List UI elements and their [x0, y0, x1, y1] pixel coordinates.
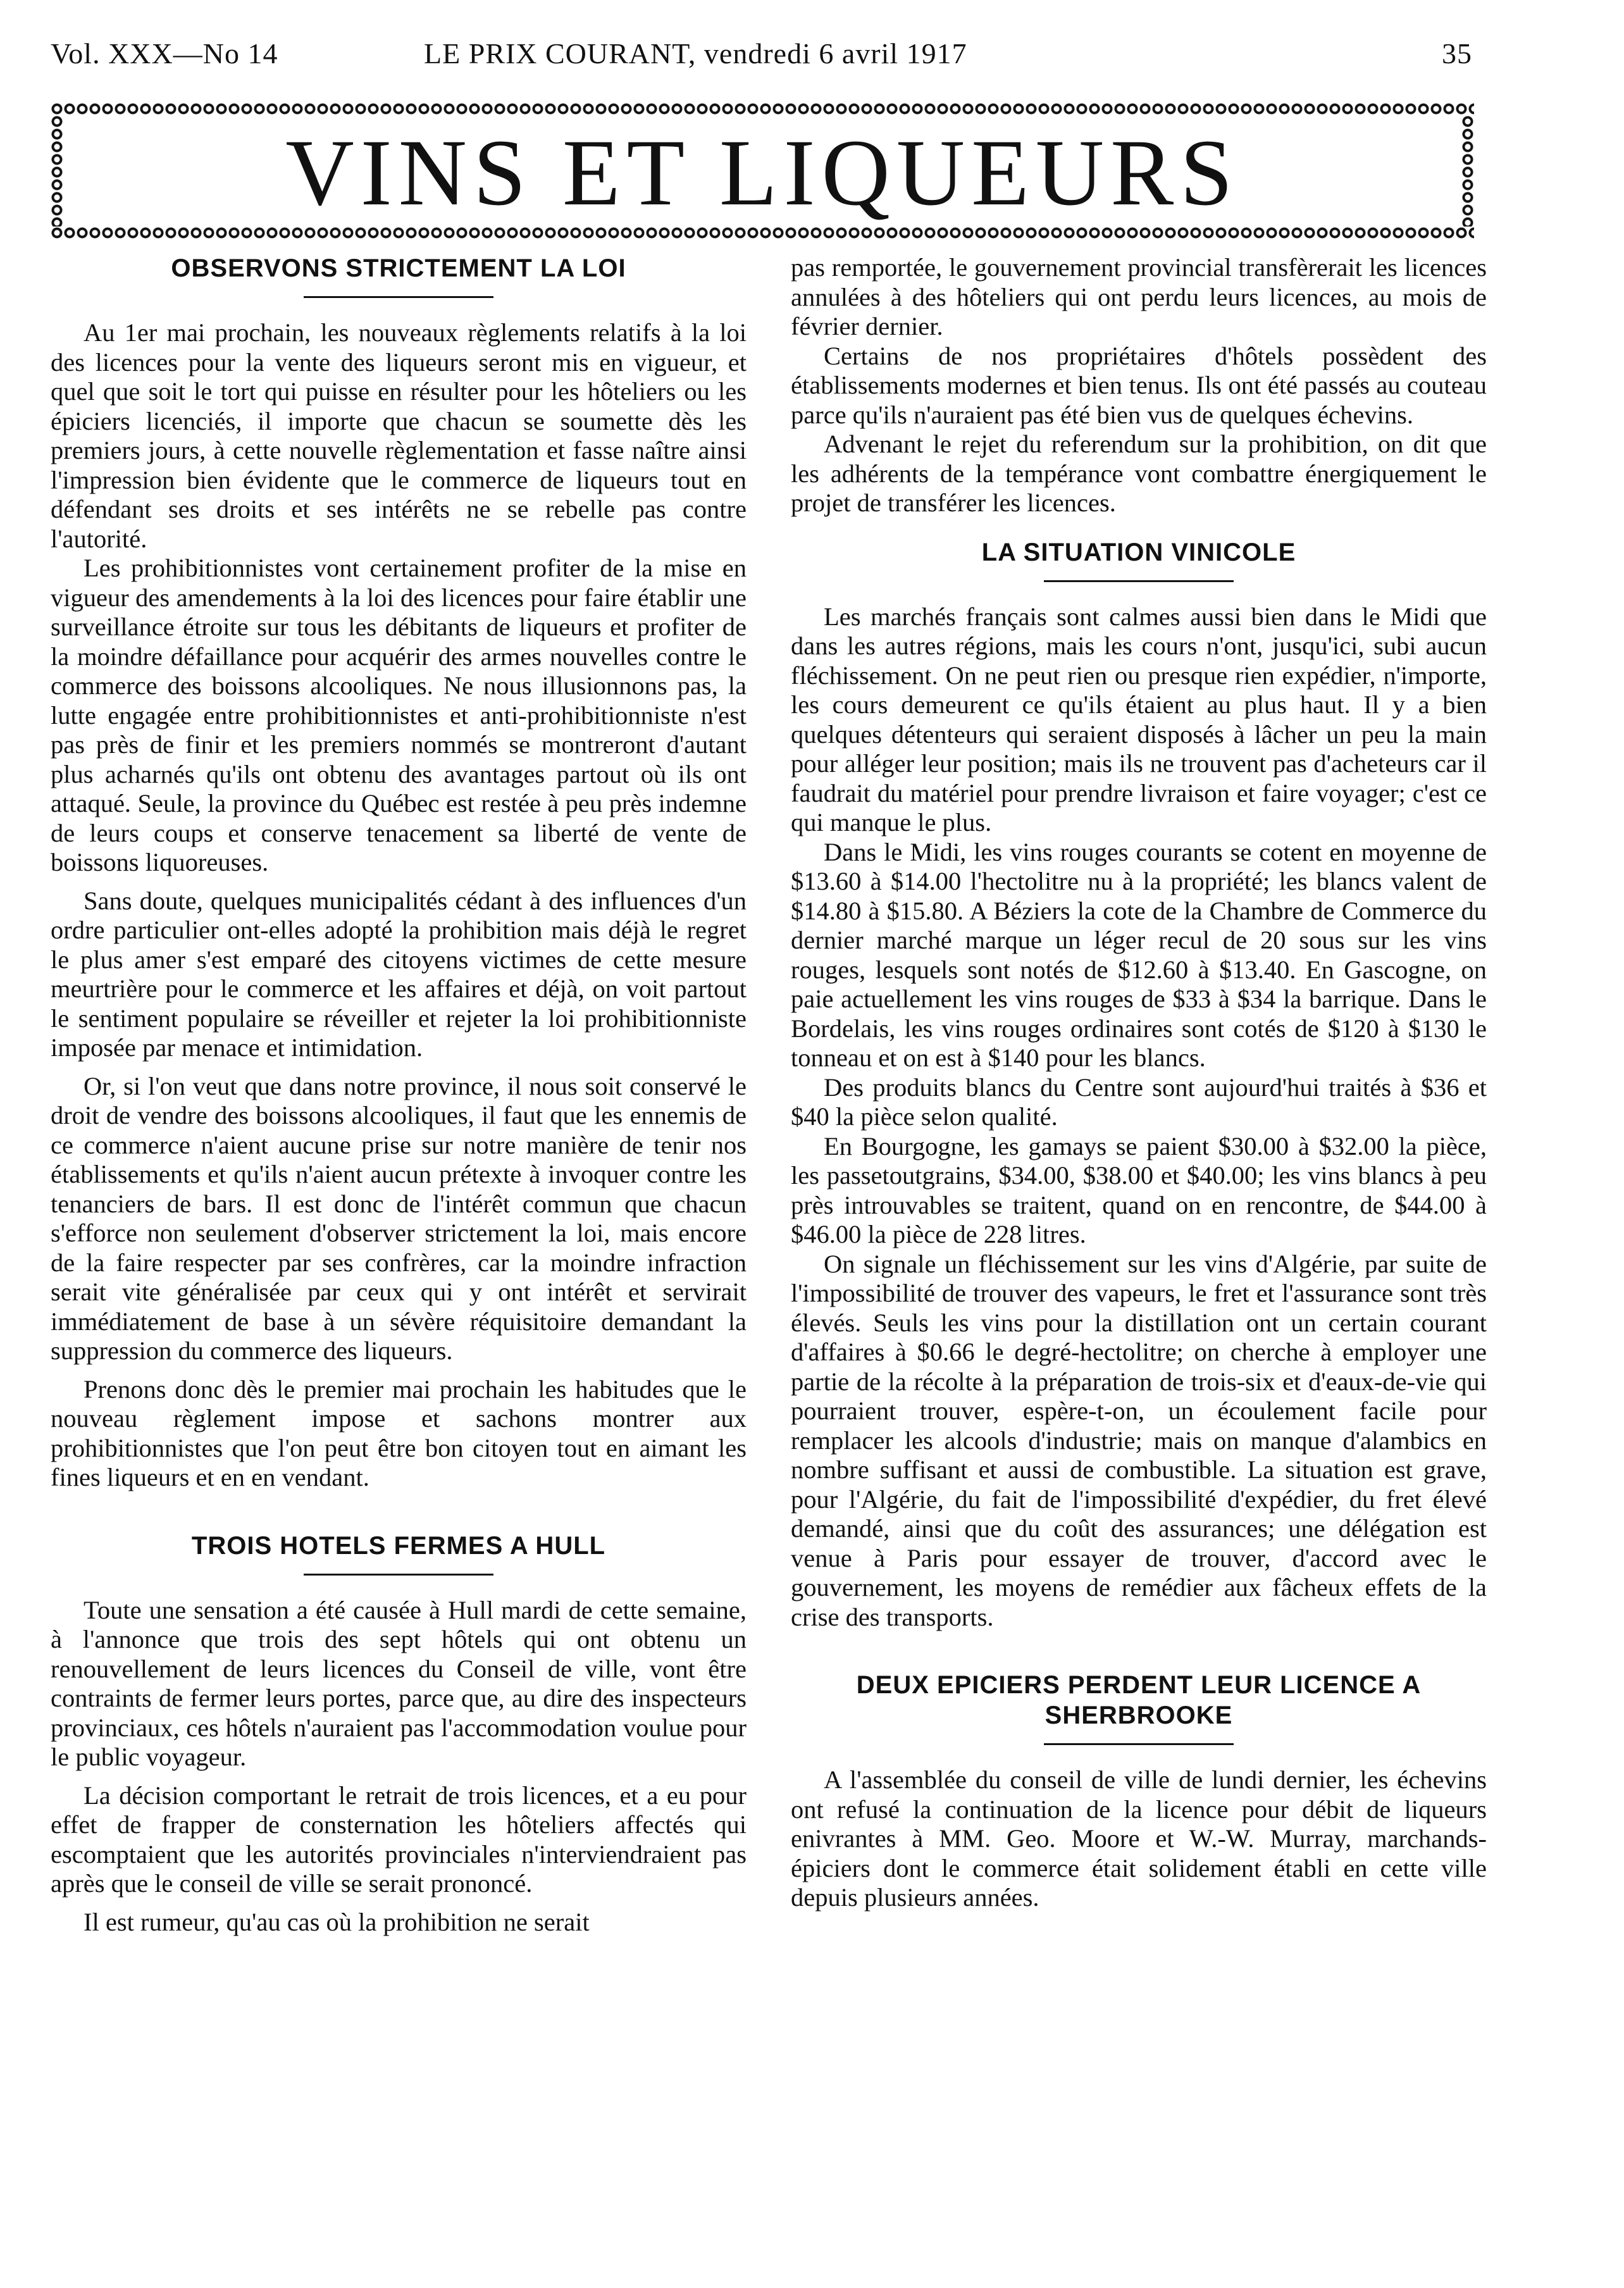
article-paragraph: Toute une sensation a été causée à Hull mardi de cette semaine, à l'annonce que trois des sept hôtels qui ont obtenu un renouvellement de leurs licences du Conseil de ville, vont être contraints de fermer leurs portes, parce que, au dire des inspecteurs provinciaux, ces hôtels n'auraient pas l'accommodation voulue pour le public voyageur.: [51, 1595, 747, 1771]
section-title: VINS ET LIQUEURS: [285, 120, 1239, 225]
article-paragraph: On signale un fléchissement sur les vins d'Algérie, par suite de l'impossibilité de trouver des vapeurs, le fret et l'assurance sont très élevés. Seuls les vins pour la distillation ont un certain courant d'affaires à $0.66 le degré-hectolitre; on cherche à employer une partie de la récolte à la préparation de trois-six et d'eaux-de-vie qui pourraient trouver, espère-t-on, un écoulement facile pour remplacer les alcools d'industrie; mais on manque d'alambics en nombre suffisant et aussi de combustible. La situation est grave, pour l'Algérie, du fait de l'impossibilité d'expédier, du fret élevé demandé, ainsi que du coût des assurances; une délégation est venue à Paris pour essayer de trouver, d'accord avec le gouvernement, les moyens de remédier aux fâcheux effets de la crise des transports.: [791, 1249, 1487, 1631]
article-observons: [51, 253, 747, 1493]
right-column: [791, 253, 1487, 1913]
article-paragraph: En Bourgogne, les gamays se paient $30.00 à $32.00 la pièce, les passetoutgrains, $34.00, $38.00 et $40.00; les vins blancs à peu près introuvables se traitent, quand on en rencontre, de $44.00 à $46.00 la pièce de 228 litres.: [791, 1131, 1487, 1248]
ornamental-border-top: [51, 103, 1474, 115]
headline-rule: [1044, 1743, 1234, 1745]
headline-rule: [304, 1574, 493, 1576]
article-paragraph: pas remportée, le gouvernement provincial transfèrerait les licences annulées à des hôteliers qui ont perdu leurs licences, au mois de février dernier.: [791, 253, 1487, 340]
article-paragraph: Advenant le rejet du referendum sur la prohibition, on dit que les adhérents de la tempérance vont combattre énergiquement le projet de transférer les licences.: [791, 430, 1487, 517]
volume-number: Vol. XXX—No 14: [51, 37, 278, 70]
article-trois-hotels-continued: [791, 253, 1487, 518]
section-banner: [51, 103, 1474, 239]
article-headline: OBSERVONS STRICTEMENT LA LOI: [171, 254, 626, 282]
article-situation-vinicole: [791, 537, 1487, 1632]
article-paragraph: Prenons donc dès le premier mai prochain les habitudes que le nouveau règlement impose et sachons montrer aux prohibitionnistes que l'on peut être bon citoyen tout en aimant les fines liqueurs et en en vendant.: [51, 1374, 747, 1491]
article-paragraph: Des produits blancs du Centre sont aujourd'hui traités à $36 et $40 la pièce selon qualité.: [791, 1072, 1487, 1131]
article-headline: LA SITUATION VINICOLE: [981, 538, 1296, 566]
article-deux-epiciers: [791, 1670, 1487, 1913]
article-paragraph: Dans le Midi, les vins rouges courants se cotent en moyenne de $13.60 à $14.00 l'hectolitre nu à la propriété; les blancs valent de $14.80 à $15.80. A Béziers la cote de la Chambre de Commerce du dernier marché marque un léger recul de 20 sous sur les vins rouges, lesquels sont notés de $12.60 à $13.40. En Gascogne, on paie actuellement les vins rouges de $33 à $34 la barrique. Dans le Bordelais, les vins rouges ordinaires sont cotés de $120 à $130 le tonneau et on est à $140 pour les blancs.: [791, 837, 1487, 1072]
article-headline: TROIS HOTELS FERMES A HULL: [191, 1531, 606, 1560]
article-paragraph: Or, si l'on veut que dans notre province, il nous soit conservé le droit de vendre des boissons alcooliques, il faut que les ennemis de ce commerce n'aient aucune prise sur notre manière de tenir nos établissements et qu'ils n'aient aucun prétexte à invoquer contre les tenanciers de bars. Il est donc de l'intérêt commun que chacun s'efforce non seulement d'observer strictement la loi, mais encore de la faire respecter par ses confrères, car la moindre infraction serait vite généralisée par ceux qui y ont intérêt et servirait immédiatement de base à un sévère réquisitoire demandant la suppression du commerce des liqueurs.: [51, 1071, 747, 1365]
headline-rule: [1044, 580, 1234, 582]
article-paragraph: Au 1er mai prochain, les nouveaux règlements relatifs à la loi des licences pour la vente des liqueurs seront mis en vigueur, et quel que soit le tort qui puisse en résulter pour les hôteliers ou les épiciers licenciés, il importe que chacun se soumette dès les premiers jours, à cette nouvelle règlementation et fasse naître ainsi l'impression bien évidente que le commerce de liqueurs tout en défendant ses droits et ses intérêts ne se rebelle pas contre l'autorité.: [51, 318, 747, 553]
article-trois-hotels: [51, 1531, 747, 1937]
article-headline: DEUX EPICIERS PERDENT LEUR LICENCE A SHERBROOKE: [856, 1671, 1422, 1729]
article-paragraph: Il est rumeur, qu'au cas où la prohibition ne serait: [84, 1907, 590, 1936]
article-paragraph: Les prohibitionnistes vont certainement profiter de la mise en vigueur des amendements à la loi des licences pour faire établir une surveillance étroite sur tous les débitants de liqueurs et profiter de la moindre défaillance pour acquérir des armes nouvelles contre le commerce des boissons alcooliques. Ne nous illusionnons pas, la lutte engagée entre prohibitionnistes et anti-prohibitionniste n'est pas près de finir et les premiers nommés se montreront d'autant plus acharnés qu'ils ont obtenu des avantages partout où ils ont attaqué. Seule, la province du Québec est restée à peu près indemne de leurs coups et conserve tenacement sa liberté de vente de boissons liquoreuses.: [51, 554, 747, 876]
headline-rule: [304, 296, 493, 298]
ornamental-border-bottom: [51, 227, 1474, 239]
publication-title-date: LE PRIX COURANT, vendredi 6 avril 1917: [424, 37, 967, 70]
article-paragraph: Certains de nos propriétaires d'hôtels possèdent des établissements modernes et bien tenus. Ils ont été passés au couteau parce qu'ils n'auraient pas été bien vus de quelques échevins.: [791, 341, 1487, 429]
running-head: [51, 37, 1472, 87]
article-paragraph: Les marchés français sont calmes aussi bien dans le Midi que dans les autres régions, mais les cours n'ont, jusqu'ici, subi aucun fléchissement. On ne peut rien ou presque rien expédier, n'importe, les cours demeurent ce qu'ils étaient au plus haut. Il y a bien quelques détenteurs qui seraient disposés à lâcher un peu la main pour alléger leur position; mais ils ne trouvent pas d'acheteurs car il faudrait du matériel pour prendre livraison et faire voyager; c'est ce qui manque le plus.: [791, 602, 1487, 836]
article-paragraph: La décision comportant le retrait de trois licences, et a eu pour effet de frapper de consternation les hôteliers affectés qui escomptaient que les autorités provinciales n'interviendraient pas après que le conseil de ville se serait prononcé.: [51, 1781, 747, 1898]
left-column: [51, 253, 747, 1937]
article-paragraph: A l'assemblée du conseil de ville de lundi dernier, les échevins ont refusé la continuation de la licence pour débit de liqueurs enivrantes à MM. Geo. Moore et W.-W. Murray, marchands-épiciers dont le commerce était solidement établi en cette ville depuis plusieurs années.: [791, 1765, 1487, 1912]
page-number: 35: [1442, 37, 1472, 70]
article-paragraph: Sans doute, quelques municipalités cédant à des influences d'un ordre particulier ont-elles adopté la prohibition mais déjà le regret le plus amer s'est emparé des citoyens victimes de cette mesure meurtrière pour le commerce et les affaires et déjà, on voit partout le sentiment populaire se réveiller et rejeter la loi prohibitionniste imposée par menace et intimidation.: [51, 886, 747, 1062]
